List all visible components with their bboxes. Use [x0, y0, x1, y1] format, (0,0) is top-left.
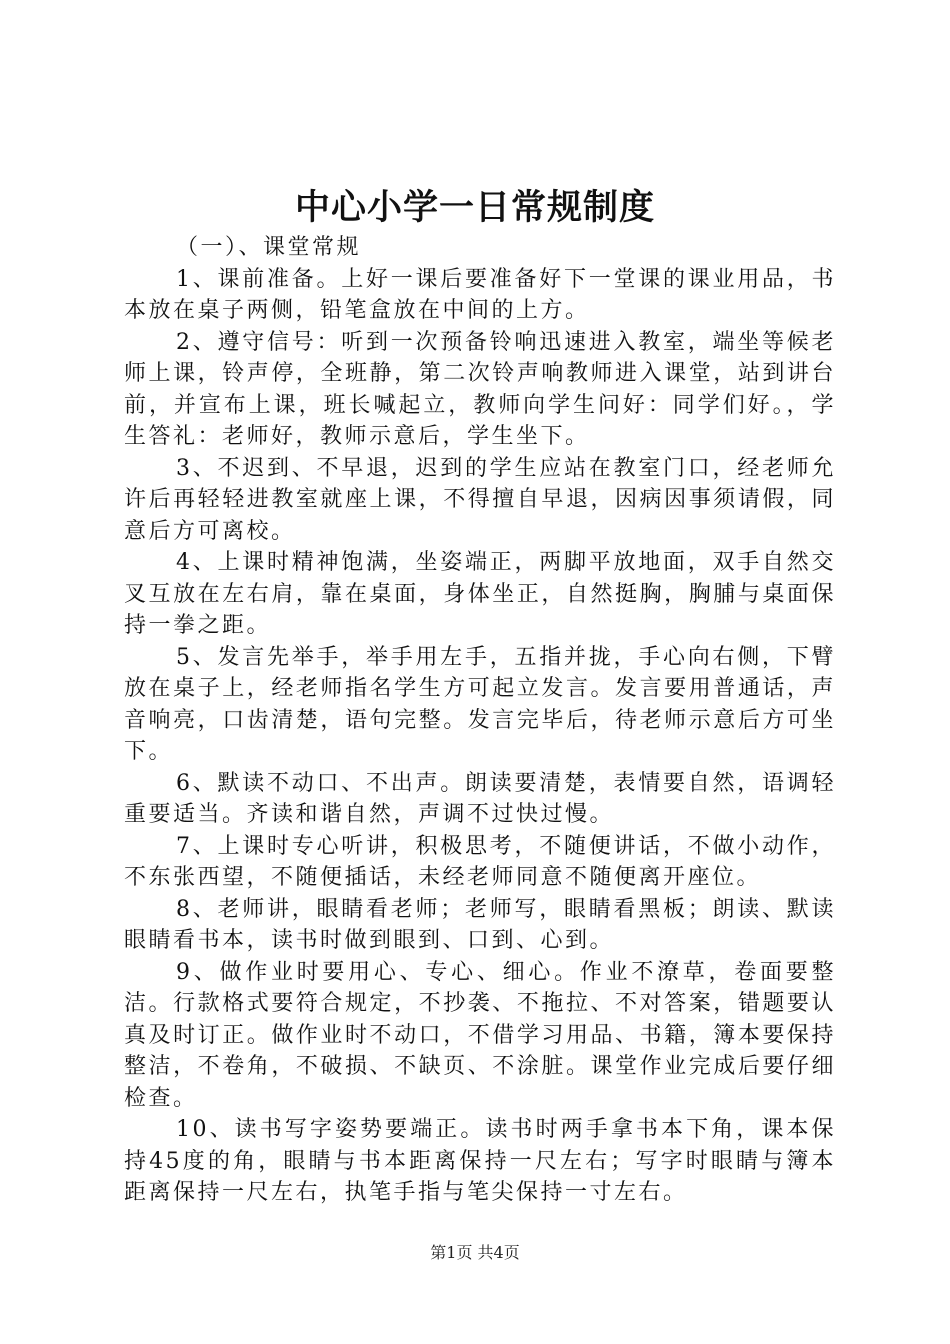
document-body: [124, 232, 836, 1209]
page-title: 中心小学一日常规制度: [294, 187, 655, 228]
paragraph-9: 9、做作业时要用心、专心、细心。作业不潦草，卷面要整洁。行款格式要符合规定，不抄袭、不拖拉、不对答案，错题要认真及时订正。做作业时不动口，不借学习用品、书籍，簿本要保持整洁，不卷角，不破损、不缺页、不涂脏。课堂作业完成后要仔细检查。: [124, 959, 836, 1111]
paragraph-1: 1、课前准备。上好一课后要准备好下一堂课的课业用品，书本放在桌子两侧，铅笔盒放在中间的上方。: [124, 266, 836, 323]
section-heading: （一）、课堂常规: [176, 235, 362, 260]
paragraph-10: 10、读书写字姿势要端正。读书时两手拿书本下角，课本保持45度的角，眼睛与书本距离保持一尺左右；写字时眼睛与簿本距离保持一尺左右，执笔手指与笔尖保持一寸左右。: [124, 1117, 836, 1205]
paragraph-5: 5、发言先举手，举手用左手，五指并拢，手心向右侧，下臂放在桌子上，经老师指名学生方可起立发言。发言要用普通话，声音响亮，口齿清楚，语句完整。发言完毕后，待老师示意后方可坐下。: [124, 644, 836, 764]
paragraph-7: 7、上课时专心听讲，积极思考，不随便讲话，不做小动作，不东张西望，不随便插话，未经老师同意不随便离开座位。: [124, 833, 836, 890]
page-footer: 第1页 共4页: [430, 1243, 520, 1262]
paragraph-4: 4、上课时精神饱满，坐姿端正，两脚平放地面，双手自然交叉互放在左右肩，靠在桌面，身体坐正，自然挺胸，胸脯与桌面保持一拳之距。: [124, 550, 836, 638]
paragraph-3: 3、不迟到、不早退，迟到的学生应站在教室门口，经老师允许后再轻轻进教室就座上课，不得擅自早退，因病因事须请假，同意后方可离校。: [124, 455, 836, 544]
paragraph-2: 2、遵守信号：听到一次预备铃响迅速进入教室，端坐等候老师上课，铃声停，全班静，第二次铃声响教师进入课堂，站到讲台前，并宣布上课，班长喊起立，教师向学生问好：同学们好。，学生答礼：老师好，教师示意后，学生坐下。: [124, 329, 836, 449]
paragraph-6: 6、默读不动口、不出声。朗读要清楚，表情要自然，语调轻重要适当。齐读和谐自然，声调不过快过慢。: [124, 770, 836, 827]
paragraph-8: 8、老师讲，眼睛看老师；老师写，眼睛看黑板；朗读、默读眼睛看书本，读书时做到眼到、口到、心到。: [124, 896, 836, 953]
